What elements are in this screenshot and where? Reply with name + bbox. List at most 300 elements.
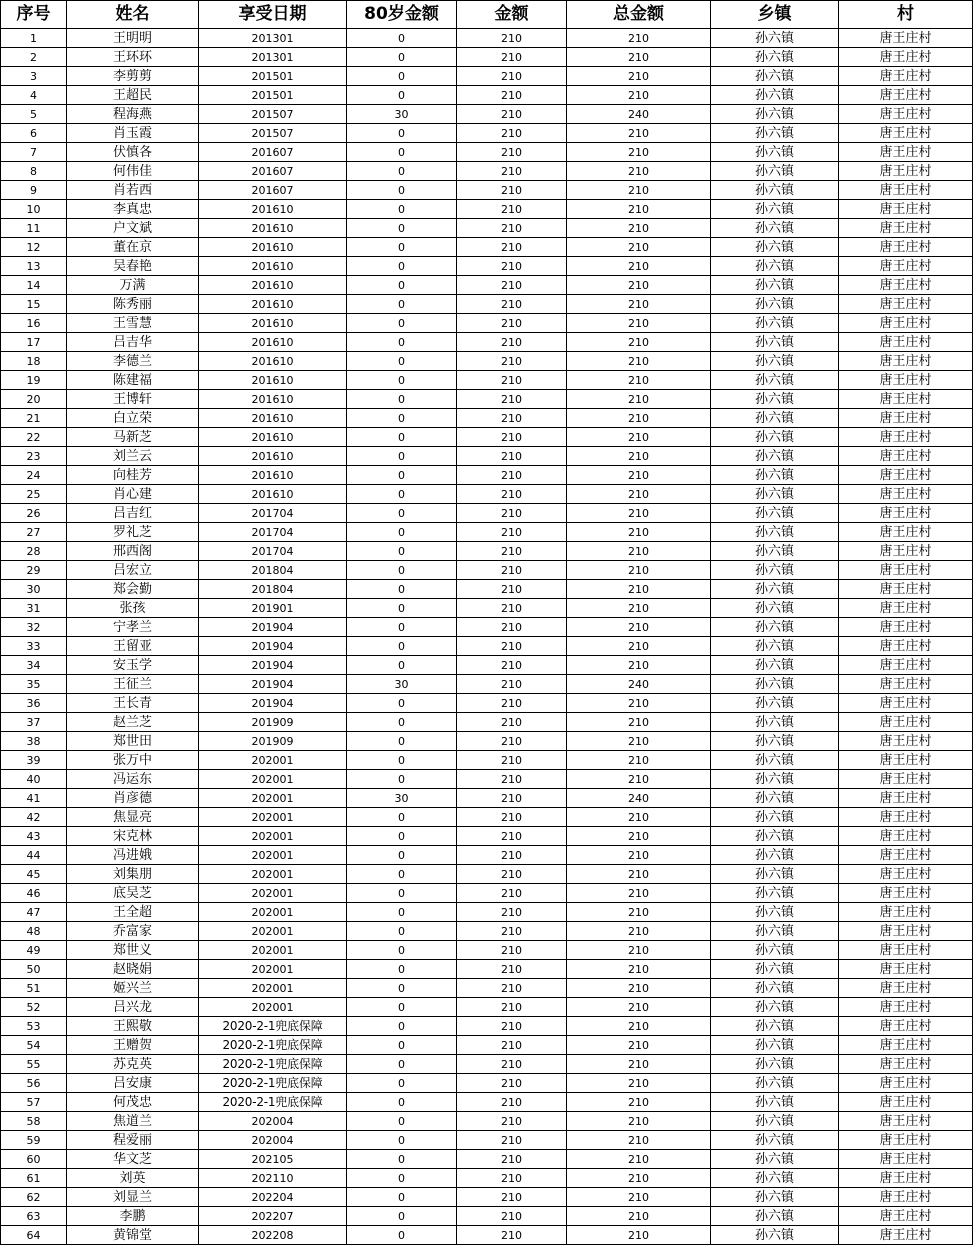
- cell-total-amount: 210: [567, 143, 711, 162]
- table-row: [1, 1074, 973, 1093]
- cell-total-amount: 210: [567, 618, 711, 637]
- cell-total-amount: 210: [567, 960, 711, 979]
- cell-name: 郑世田: [67, 732, 199, 751]
- cell-name: 王留亚: [67, 637, 199, 656]
- cell-total-amount: 210: [567, 998, 711, 1017]
- cell-index: 59: [1, 1131, 67, 1150]
- cell-index: 18: [1, 352, 67, 371]
- cell-amount: 210: [457, 105, 567, 124]
- table-row: [1, 1112, 973, 1131]
- cell-name: 乔富家: [67, 922, 199, 941]
- cell-total-amount: 210: [567, 1150, 711, 1169]
- cell-date: 201904: [199, 637, 347, 656]
- cell-age80-amount: 0: [347, 865, 457, 884]
- cell-date: 202001: [199, 941, 347, 960]
- cell-village: 唐王庄村: [839, 124, 973, 143]
- cell-name: 黄锦堂: [67, 1226, 199, 1245]
- cell-index: 52: [1, 998, 67, 1017]
- cell-age80-amount: 0: [347, 162, 457, 181]
- cell-village: 唐王庄村: [839, 105, 973, 124]
- cell-date: 201610: [199, 352, 347, 371]
- cell-village: 唐王庄村: [839, 542, 973, 561]
- cell-village: 唐王庄村: [839, 333, 973, 352]
- cell-total-amount: 210: [567, 1188, 711, 1207]
- cell-town: 孙六镇: [711, 447, 839, 466]
- cell-name: 程海燕: [67, 105, 199, 124]
- cell-index: 47: [1, 903, 67, 922]
- cell-village: 唐王庄村: [839, 713, 973, 732]
- cell-age80-amount: 0: [347, 618, 457, 637]
- table-row: [1, 1207, 973, 1226]
- cell-village: 唐王庄村: [839, 276, 973, 295]
- cell-amount: 210: [457, 979, 567, 998]
- cell-town: 孙六镇: [711, 599, 839, 618]
- cell-index: 62: [1, 1188, 67, 1207]
- cell-total-amount: 210: [567, 29, 711, 48]
- cell-total-amount: 210: [567, 1017, 711, 1036]
- table-row: [1, 124, 973, 143]
- cell-age80-amount: 0: [347, 1017, 457, 1036]
- cell-age80-amount: 0: [347, 599, 457, 618]
- cell-name: 宋克林: [67, 827, 199, 846]
- table-row: [1, 29, 973, 48]
- cell-total-amount: 210: [567, 865, 711, 884]
- cell-index: 13: [1, 257, 67, 276]
- cell-name: 冯进娥: [67, 846, 199, 865]
- cell-index: 7: [1, 143, 67, 162]
- cell-total-amount: 210: [567, 979, 711, 998]
- cell-total-amount: 240: [567, 105, 711, 124]
- table-row: [1, 580, 973, 599]
- cell-index: 44: [1, 846, 67, 865]
- cell-total-amount: 210: [567, 295, 711, 314]
- cell-name: 李剪剪: [67, 67, 199, 86]
- cell-index: 56: [1, 1074, 67, 1093]
- cell-village: 唐王庄村: [839, 371, 973, 390]
- cell-name: 王熙敬: [67, 1017, 199, 1036]
- cell-date: 201507: [199, 105, 347, 124]
- header-town: 乡镇: [711, 1, 839, 29]
- cell-age80-amount: 0: [347, 67, 457, 86]
- cell-village: 唐王庄村: [839, 1207, 973, 1226]
- cell-amount: 210: [457, 485, 567, 504]
- cell-total-amount: 210: [567, 219, 711, 238]
- cell-village: 唐王庄村: [839, 1036, 973, 1055]
- cell-town: 孙六镇: [711, 67, 839, 86]
- cell-town: 孙六镇: [711, 181, 839, 200]
- cell-village: 唐王庄村: [839, 903, 973, 922]
- cell-index: 2: [1, 48, 67, 67]
- cell-amount: 210: [457, 1093, 567, 1112]
- cell-index: 8: [1, 162, 67, 181]
- cell-date: 201301: [199, 29, 347, 48]
- cell-date: 201610: [199, 295, 347, 314]
- cell-village: 唐王庄村: [839, 257, 973, 276]
- cell-town: 孙六镇: [711, 105, 839, 124]
- cell-total-amount: 240: [567, 675, 711, 694]
- cell-date: 201610: [199, 390, 347, 409]
- cell-age80-amount: 0: [347, 1093, 457, 1112]
- cell-name: 郑会勤: [67, 580, 199, 599]
- cell-index: 55: [1, 1055, 67, 1074]
- cell-name: 底吴芝: [67, 884, 199, 903]
- cell-total-amount: 210: [567, 713, 711, 732]
- table-row: [1, 998, 973, 1017]
- cell-total-amount: 210: [567, 637, 711, 656]
- table-row: [1, 257, 973, 276]
- cell-total-amount: 210: [567, 238, 711, 257]
- table-row: [1, 960, 973, 979]
- cell-name: 程爱丽: [67, 1131, 199, 1150]
- cell-town: 孙六镇: [711, 903, 839, 922]
- table-row: [1, 333, 973, 352]
- cell-total-amount: 210: [567, 922, 711, 941]
- cell-amount: 210: [457, 124, 567, 143]
- table-row: [1, 1017, 973, 1036]
- cell-date: 202001: [199, 884, 347, 903]
- cell-date: 202001: [199, 808, 347, 827]
- cell-index: 23: [1, 447, 67, 466]
- table-row: [1, 599, 973, 618]
- cell-town: 孙六镇: [711, 1055, 839, 1074]
- cell-age80-amount: 0: [347, 960, 457, 979]
- cell-name: 苏克英: [67, 1055, 199, 1074]
- cell-total-amount: 210: [567, 504, 711, 523]
- cell-index: 25: [1, 485, 67, 504]
- cell-index: 50: [1, 960, 67, 979]
- table-row: [1, 732, 973, 751]
- cell-name: 陈秀丽: [67, 295, 199, 314]
- cell-village: 唐王庄村: [839, 29, 973, 48]
- header-age80-amount: 80岁金额: [347, 1, 457, 29]
- cell-index: 9: [1, 181, 67, 200]
- cell-amount: 210: [457, 675, 567, 694]
- cell-town: 孙六镇: [711, 1226, 839, 1245]
- cell-index: 46: [1, 884, 67, 903]
- cell-amount: 210: [457, 1188, 567, 1207]
- cell-date: 201904: [199, 656, 347, 675]
- cell-age80-amount: 0: [347, 48, 457, 67]
- cell-date: 201610: [199, 485, 347, 504]
- cell-date: 201610: [199, 276, 347, 295]
- cell-age80-amount: 0: [347, 770, 457, 789]
- cell-total-amount: 210: [567, 523, 711, 542]
- cell-age80-amount: 0: [347, 257, 457, 276]
- table-row: [1, 751, 973, 770]
- table-row: [1, 637, 973, 656]
- cell-amount: 210: [457, 295, 567, 314]
- cell-town: 孙六镇: [711, 1131, 839, 1150]
- cell-index: 6: [1, 124, 67, 143]
- cell-total-amount: 210: [567, 1093, 711, 1112]
- cell-town: 孙六镇: [711, 1169, 839, 1188]
- cell-name: 肖玉霞: [67, 124, 199, 143]
- cell-total-amount: 210: [567, 1112, 711, 1131]
- cell-town: 孙六镇: [711, 656, 839, 675]
- table-row: [1, 884, 973, 903]
- cell-town: 孙六镇: [711, 561, 839, 580]
- cell-village: 唐王庄村: [839, 466, 973, 485]
- cell-amount: 210: [457, 637, 567, 656]
- cell-amount: 210: [457, 865, 567, 884]
- cell-name: 邢西阁: [67, 542, 199, 561]
- cell-town: 孙六镇: [711, 257, 839, 276]
- cell-name: 王赠贺: [67, 1036, 199, 1055]
- cell-town: 孙六镇: [711, 124, 839, 143]
- cell-amount: 210: [457, 504, 567, 523]
- cell-total-amount: 210: [567, 770, 711, 789]
- cell-age80-amount: 0: [347, 485, 457, 504]
- cell-town: 孙六镇: [711, 143, 839, 162]
- cell-amount: 210: [457, 257, 567, 276]
- cell-village: 唐王庄村: [839, 865, 973, 884]
- cell-town: 孙六镇: [711, 751, 839, 770]
- table-row: [1, 770, 973, 789]
- cell-village: 唐王庄村: [839, 1169, 973, 1188]
- cell-village: 唐王庄村: [839, 637, 973, 656]
- table-row: [1, 903, 973, 922]
- cell-date: 201610: [199, 447, 347, 466]
- cell-total-amount: 210: [567, 808, 711, 827]
- table-row: [1, 865, 973, 884]
- cell-total-amount: 210: [567, 1226, 711, 1245]
- header-total-amount: 总金额: [567, 1, 711, 29]
- table-row: [1, 67, 973, 86]
- table-row: [1, 105, 973, 124]
- cell-index: 19: [1, 371, 67, 390]
- cell-town: 孙六镇: [711, 580, 839, 599]
- cell-name: 王超民: [67, 86, 199, 105]
- cell-index: 29: [1, 561, 67, 580]
- cell-amount: 210: [457, 390, 567, 409]
- cell-village: 唐王庄村: [839, 219, 973, 238]
- cell-age80-amount: 0: [347, 846, 457, 865]
- cell-date: 201610: [199, 200, 347, 219]
- cell-village: 唐王庄村: [839, 390, 973, 409]
- cell-amount: 210: [457, 428, 567, 447]
- cell-date: 201501: [199, 86, 347, 105]
- cell-total-amount: 210: [567, 1036, 711, 1055]
- cell-age80-amount: 0: [347, 903, 457, 922]
- cell-index: 48: [1, 922, 67, 941]
- cell-town: 孙六镇: [711, 732, 839, 751]
- cell-amount: 210: [457, 1207, 567, 1226]
- header-row: [1, 1, 973, 29]
- cell-index: 64: [1, 1226, 67, 1245]
- cell-index: 12: [1, 238, 67, 257]
- cell-date: 201610: [199, 238, 347, 257]
- cell-name: 焦显亮: [67, 808, 199, 827]
- cell-date: 201704: [199, 523, 347, 542]
- cell-town: 孙六镇: [711, 1150, 839, 1169]
- cell-name: 李德兰: [67, 352, 199, 371]
- cell-total-amount: 210: [567, 162, 711, 181]
- cell-town: 孙六镇: [711, 713, 839, 732]
- cell-index: 45: [1, 865, 67, 884]
- cell-name: 李真忠: [67, 200, 199, 219]
- cell-village: 唐王庄村: [839, 86, 973, 105]
- cell-age80-amount: 0: [347, 884, 457, 903]
- cell-amount: 210: [457, 903, 567, 922]
- cell-village: 唐王庄村: [839, 561, 973, 580]
- table-row: [1, 428, 973, 447]
- cell-amount: 210: [457, 580, 567, 599]
- cell-index: 31: [1, 599, 67, 618]
- cell-town: 孙六镇: [711, 1036, 839, 1055]
- cell-age80-amount: 0: [347, 29, 457, 48]
- cell-amount: 210: [457, 29, 567, 48]
- cell-age80-amount: 0: [347, 808, 457, 827]
- cell-date: 202207: [199, 1207, 347, 1226]
- cell-total-amount: 210: [567, 580, 711, 599]
- cell-amount: 210: [457, 523, 567, 542]
- cell-date: 201804: [199, 561, 347, 580]
- cell-name: 刘兰云: [67, 447, 199, 466]
- cell-village: 唐王庄村: [839, 1150, 973, 1169]
- cell-town: 孙六镇: [711, 504, 839, 523]
- cell-total-amount: 210: [567, 827, 711, 846]
- cell-total-amount: 210: [567, 86, 711, 105]
- cell-amount: 210: [457, 884, 567, 903]
- cell-name: 吕吉红: [67, 504, 199, 523]
- cell-index: 53: [1, 1017, 67, 1036]
- cell-name: 张孩: [67, 599, 199, 618]
- cell-village: 唐王庄村: [839, 998, 973, 1017]
- cell-village: 唐王庄村: [839, 428, 973, 447]
- table-row: [1, 656, 973, 675]
- cell-age80-amount: 0: [347, 314, 457, 333]
- cell-town: 孙六镇: [711, 1207, 839, 1226]
- cell-index: 16: [1, 314, 67, 333]
- cell-village: 唐王庄村: [839, 504, 973, 523]
- table-row: [1, 1093, 973, 1112]
- cell-index: 15: [1, 295, 67, 314]
- cell-town: 孙六镇: [711, 808, 839, 827]
- cell-name: 刘英: [67, 1169, 199, 1188]
- cell-amount: 210: [457, 1169, 567, 1188]
- cell-amount: 210: [457, 732, 567, 751]
- cell-name: 王明明: [67, 29, 199, 48]
- cell-village: 唐王庄村: [839, 238, 973, 257]
- cell-age80-amount: 0: [347, 637, 457, 656]
- cell-name: 王征兰: [67, 675, 199, 694]
- cell-age80-amount: 0: [347, 428, 457, 447]
- cell-name: 赵兰芝: [67, 713, 199, 732]
- cell-amount: 210: [457, 960, 567, 979]
- cell-name: 户文斌: [67, 219, 199, 238]
- cell-date: 202001: [199, 979, 347, 998]
- cell-age80-amount: 0: [347, 504, 457, 523]
- cell-amount: 210: [457, 922, 567, 941]
- cell-age80-amount: 0: [347, 200, 457, 219]
- cell-index: 10: [1, 200, 67, 219]
- cell-town: 孙六镇: [711, 485, 839, 504]
- table-row: [1, 561, 973, 580]
- cell-town: 孙六镇: [711, 295, 839, 314]
- cell-index: 36: [1, 694, 67, 713]
- cell-town: 孙六镇: [711, 29, 839, 48]
- cell-village: 唐王庄村: [839, 48, 973, 67]
- cell-town: 孙六镇: [711, 1112, 839, 1131]
- cell-village: 唐王庄村: [839, 979, 973, 998]
- cell-village: 唐王庄村: [839, 827, 973, 846]
- cell-village: 唐王庄村: [839, 656, 973, 675]
- cell-name: 董在京: [67, 238, 199, 257]
- cell-town: 孙六镇: [711, 770, 839, 789]
- cell-date: 202105: [199, 1150, 347, 1169]
- cell-total-amount: 210: [567, 257, 711, 276]
- cell-total-amount: 210: [567, 561, 711, 580]
- cell-name: 肖若西: [67, 181, 199, 200]
- cell-index: 20: [1, 390, 67, 409]
- cell-age80-amount: 0: [347, 523, 457, 542]
- cell-village: 唐王庄村: [839, 694, 973, 713]
- cell-town: 孙六镇: [711, 884, 839, 903]
- cell-amount: 210: [457, 561, 567, 580]
- cell-index: 14: [1, 276, 67, 295]
- cell-amount: 210: [457, 86, 567, 105]
- cell-name: 吴春艳: [67, 257, 199, 276]
- table-row: [1, 713, 973, 732]
- cell-date: 202001: [199, 770, 347, 789]
- cell-name: 王长青: [67, 694, 199, 713]
- cell-index: 1: [1, 29, 67, 48]
- cell-date: 202001: [199, 846, 347, 865]
- cell-total-amount: 210: [567, 466, 711, 485]
- header-name: 姓名: [67, 1, 199, 29]
- table-row: [1, 1150, 973, 1169]
- cell-date: 201909: [199, 713, 347, 732]
- cell-name: 王环环: [67, 48, 199, 67]
- cell-village: 唐王庄村: [839, 447, 973, 466]
- cell-name: 姬兴兰: [67, 979, 199, 998]
- cell-village: 唐王庄村: [839, 1188, 973, 1207]
- cell-date: 201904: [199, 694, 347, 713]
- cell-total-amount: 210: [567, 1055, 711, 1074]
- cell-village: 唐王庄村: [839, 162, 973, 181]
- cell-total-amount: 210: [567, 903, 711, 922]
- table-row: [1, 1131, 973, 1150]
- cell-village: 唐王庄村: [839, 409, 973, 428]
- table-row: [1, 1055, 973, 1074]
- cell-age80-amount: 0: [347, 124, 457, 143]
- cell-total-amount: 210: [567, 124, 711, 143]
- cell-total-amount: 210: [567, 333, 711, 352]
- cell-total-amount: 210: [567, 390, 711, 409]
- cell-age80-amount: 30: [347, 105, 457, 124]
- cell-date: 201904: [199, 618, 347, 637]
- cell-village: 唐王庄村: [839, 523, 973, 542]
- cell-village: 唐王庄村: [839, 295, 973, 314]
- cell-total-amount: 210: [567, 1131, 711, 1150]
- cell-date: 201610: [199, 219, 347, 238]
- cell-village: 唐王庄村: [839, 732, 973, 751]
- cell-name: 吕吉华: [67, 333, 199, 352]
- cell-index: 39: [1, 751, 67, 770]
- cell-index: 58: [1, 1112, 67, 1131]
- cell-amount: 210: [457, 466, 567, 485]
- cell-age80-amount: 0: [347, 295, 457, 314]
- cell-town: 孙六镇: [711, 333, 839, 352]
- cell-total-amount: 210: [567, 656, 711, 675]
- cell-name: 陈建福: [67, 371, 199, 390]
- cell-age80-amount: 0: [347, 409, 457, 428]
- table-row: [1, 789, 973, 808]
- cell-total-amount: 210: [567, 1207, 711, 1226]
- cell-amount: 210: [457, 941, 567, 960]
- cell-village: 唐王庄村: [839, 314, 973, 333]
- cell-date: 201301: [199, 48, 347, 67]
